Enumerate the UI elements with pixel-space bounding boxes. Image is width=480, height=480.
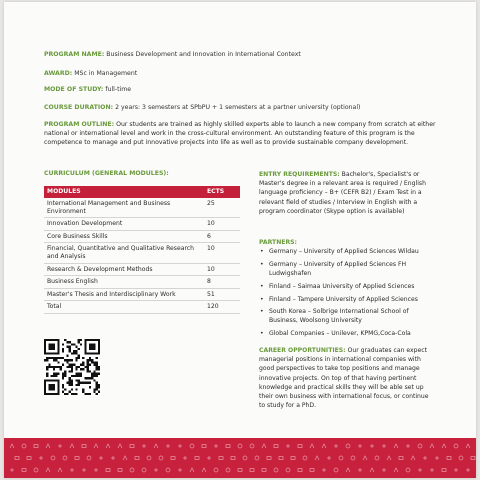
pattern-glyph [406,468,410,472]
pattern-glyph [82,445,86,448]
module-name: Financial, Quantitative and Qualitative Research and Analysis [44,243,204,263]
mode-label: MODE OF STUDY: [44,86,104,93]
pattern-glyph [418,468,422,472]
pattern-glyph [286,468,290,472]
duration-line [44,104,360,112]
pattern-glyph [387,456,391,460]
pattern-glyph [190,468,194,472]
list-item [259,295,435,304]
pattern-glyph [334,444,338,448]
pattern-glyph [63,456,67,460]
pattern-glyph [27,457,31,460]
pattern-glyph [310,469,314,472]
table-row [44,243,240,263]
module-ects: 10 [204,263,240,276]
pattern-glyph [346,444,350,448]
career-opportunities [259,346,435,410]
modules-table [44,186,240,314]
pattern-glyph [178,444,182,448]
pattern-glyph [178,468,182,472]
module-ects: 25 [204,198,240,218]
pattern-glyph [430,468,434,472]
program-name-label: PROGRAM NAME: [44,51,105,58]
pattern-glyph [70,468,74,472]
table-row [44,301,240,314]
pattern-glyph [118,444,122,448]
pattern-glyph [58,468,62,472]
partner-text: Germany – University of Applied Sciences Wildau [269,248,419,256]
pattern-glyph [267,457,271,460]
pattern-glyph [22,444,26,448]
pattern-glyph [195,457,199,460]
list-item [259,260,435,278]
pattern-glyph [46,468,50,472]
pattern-glyph [351,456,355,460]
pattern-glyph [238,469,242,472]
pattern-glyph [75,457,79,460]
pattern-glyph [130,445,134,448]
pattern-glyph [123,456,127,460]
pattern-glyph [118,469,122,472]
pattern-glyph [298,469,302,472]
award-value: MSc in Management [74,70,138,77]
pattern-glyph [363,456,367,460]
pattern-glyph [147,456,151,460]
pattern-glyph [106,444,110,448]
pattern-glyph [34,445,38,448]
module-ects: 6 [204,230,240,243]
module-name: International Management and Business Environment [44,198,204,218]
pattern-glyph [406,444,410,448]
partners-section [259,238,435,342]
pattern-glyph [298,445,302,448]
pattern-glyph [142,444,146,448]
duration-label: COURSE DURATION: [44,104,114,111]
pattern-glyph [327,456,331,460]
table-row [44,288,240,301]
ects-header: ECTS [204,186,240,198]
pattern-glyph [459,456,463,460]
pattern-glyph [430,444,434,448]
pattern-glyph [226,468,230,472]
module-name: Core Business Skills [44,230,204,243]
list-item [259,282,435,291]
pattern-glyph [82,468,86,472]
career-label: CAREER OPPORTUNITIES: [259,347,346,354]
module-name: Master's Thesis and Interdisciplinary Work [44,288,204,301]
pattern-glyph [279,457,283,460]
pattern-glyph [87,456,91,460]
pattern-glyph [142,468,146,472]
career-text: Our graduates can expect managerial positions in international companies with good perspectives to take top positions and manage innovative projects. On top of that having pertinent knowledge and practical skills they will be able set up their own business with international focus, or continue to study for a PhD. [259,347,429,410]
pattern-glyph [394,444,398,448]
pattern-glyph [214,468,218,472]
pattern-glyph [226,445,230,448]
pattern-glyph [111,456,115,460]
list-item [259,307,435,325]
partners-label: PARTNERS: [259,239,297,246]
module-ects: 10 [204,243,240,263]
pattern-glyph [10,468,14,472]
pattern-glyph [135,457,139,460]
pattern-glyph [154,444,158,448]
partner-text: Global Companies – Unilever, KPMG,Coca-Cola [269,330,411,338]
pattern-glyph [322,444,326,448]
footer-pattern [4,438,476,478]
pattern-glyph [207,456,211,460]
pattern-glyph [274,445,278,448]
qr-code[interactable] [44,339,100,395]
program-name-value: Business Development and Innovation in International Context [106,51,301,58]
pattern-glyph [322,468,326,472]
pattern-glyph [190,444,194,448]
module-name: Total [44,301,204,314]
pattern-glyph [382,444,386,448]
pattern-glyph [154,468,158,472]
entry-text: Bachelor's, Specialist's or Master's degree in a relevant area is required / English language proficiency – B+ (CEFR B2) / Exam Test in a relevant field of studies / Interview in English with a program coordinator (Skype option is available) [259,171,426,215]
table-header-row [44,186,240,198]
pattern-glyph [159,456,163,460]
entry-requirements [259,170,435,216]
pattern-glyph [442,469,446,472]
table-row [44,198,240,218]
outline-label: PROGRAM OUTLINE: [44,121,115,128]
pattern-glyph [99,456,103,460]
outline-text: Our students are trained as highly skilled experts able to launch a new company from scratch at either national or international level and work in the cross-cultural environment. An outstanding feature of this program is the competence to manage and put innovative projects into life as well as to provide sustainable company development. [44,121,436,146]
bullet-icon: • [260,330,264,338]
pattern-glyph [447,457,451,460]
pattern-glyph [358,468,362,472]
pattern-glyph [358,444,362,448]
pattern-glyph [10,444,14,448]
list-item [259,329,435,338]
pattern-glyph [411,456,415,460]
pattern-glyph [130,468,134,472]
pattern-glyph [454,468,458,472]
pattern-glyph [310,444,314,448]
pattern-glyph [370,468,374,472]
pattern-glyph [346,468,350,472]
mode-value: full-time [105,86,132,93]
module-name: Innovation Development [44,218,204,231]
pattern-glyph [183,456,187,460]
pattern-glyph [423,456,427,460]
bullet-icon: • [260,260,264,268]
pattern-glyph [454,444,458,448]
pattern-glyph [471,457,475,460]
pattern-glyph [166,468,170,472]
pattern-glyph [418,444,422,448]
module-ects: 8 [204,276,240,289]
pattern-glyph [15,457,19,460]
pattern-glyph [375,456,379,460]
module-name: Business English [44,276,204,289]
list-item [259,247,435,256]
partner-text: Finland – Tampere University of Applied Sciences [269,295,418,303]
table-row [44,218,240,231]
pattern-glyph [250,469,254,472]
pattern-glyph [94,468,98,472]
decorative-footer-band [4,438,476,478]
bullet-icon: • [260,282,264,290]
pattern-glyph [70,444,74,448]
bullet-icon: • [260,295,264,303]
pattern-glyph [250,444,254,448]
pattern-glyph [171,457,175,460]
modules-header: MODULES [44,186,204,198]
module-ects: 51 [204,288,240,301]
pattern-glyph [262,469,266,472]
pattern-glyph [394,468,398,472]
pattern-glyph [166,444,170,448]
pattern-glyph [243,456,247,460]
program-outline [44,121,439,147]
module-ects: 10 [204,218,240,231]
pattern-glyph [51,456,55,460]
mode-line [44,86,131,94]
pattern-glyph [106,469,110,472]
pattern-glyph [303,456,307,460]
pattern-glyph [46,444,50,448]
pattern-glyph [442,444,446,448]
award-line [44,70,137,78]
pattern-glyph [334,468,338,472]
pattern-glyph [34,468,38,472]
curriculum-title: CURRICULUM (GENERAL MODULES): [44,170,169,177]
partners-list [259,247,435,338]
partner-text: South Korea – Solbrige International School of Business, Woolsong University [269,308,409,325]
table-row [44,263,240,276]
bullet-icon: • [260,248,264,256]
duration-value: 2 years: 3 semesters at SPbPU + 1 semesters at a partner university (optional) [115,104,361,111]
pattern-glyph [22,469,26,472]
pattern-glyph [58,444,62,448]
pattern-glyph [202,445,206,448]
entry-label: ENTRY REQUIREMENTS: [259,171,340,178]
pattern-glyph [274,468,278,472]
table-row [44,276,240,289]
table-row [44,230,240,243]
pattern-glyph [435,456,439,460]
pattern-glyph [219,457,223,460]
module-name: Research & Development Methods [44,263,204,276]
pattern-glyph [291,457,295,460]
module-ects: 120 [204,301,240,314]
pattern-glyph [466,444,470,448]
pattern-glyph [94,444,98,448]
pattern-glyph [315,456,319,460]
pattern-glyph [202,468,206,472]
pattern-glyph [39,456,43,460]
pattern-glyph [286,444,290,448]
program-name-line [44,51,301,59]
pattern-glyph [382,468,386,472]
pattern-glyph [255,456,259,460]
pattern-glyph [214,444,218,448]
pattern-glyph [466,468,470,472]
partner-text: Finland – Saimaa University of Applied Sciences [269,282,415,290]
pattern-glyph [262,444,266,448]
pattern-glyph [231,457,235,460]
pattern-glyph [370,444,374,448]
bullet-icon: • [260,308,264,316]
pattern-glyph [339,456,343,460]
partner-text: Germany – University of Applied Sciences FH Ludwigshafen [269,260,407,278]
pattern-glyph [238,444,242,448]
award-label: AWARD: [44,70,73,77]
pattern-glyph [399,457,403,460]
